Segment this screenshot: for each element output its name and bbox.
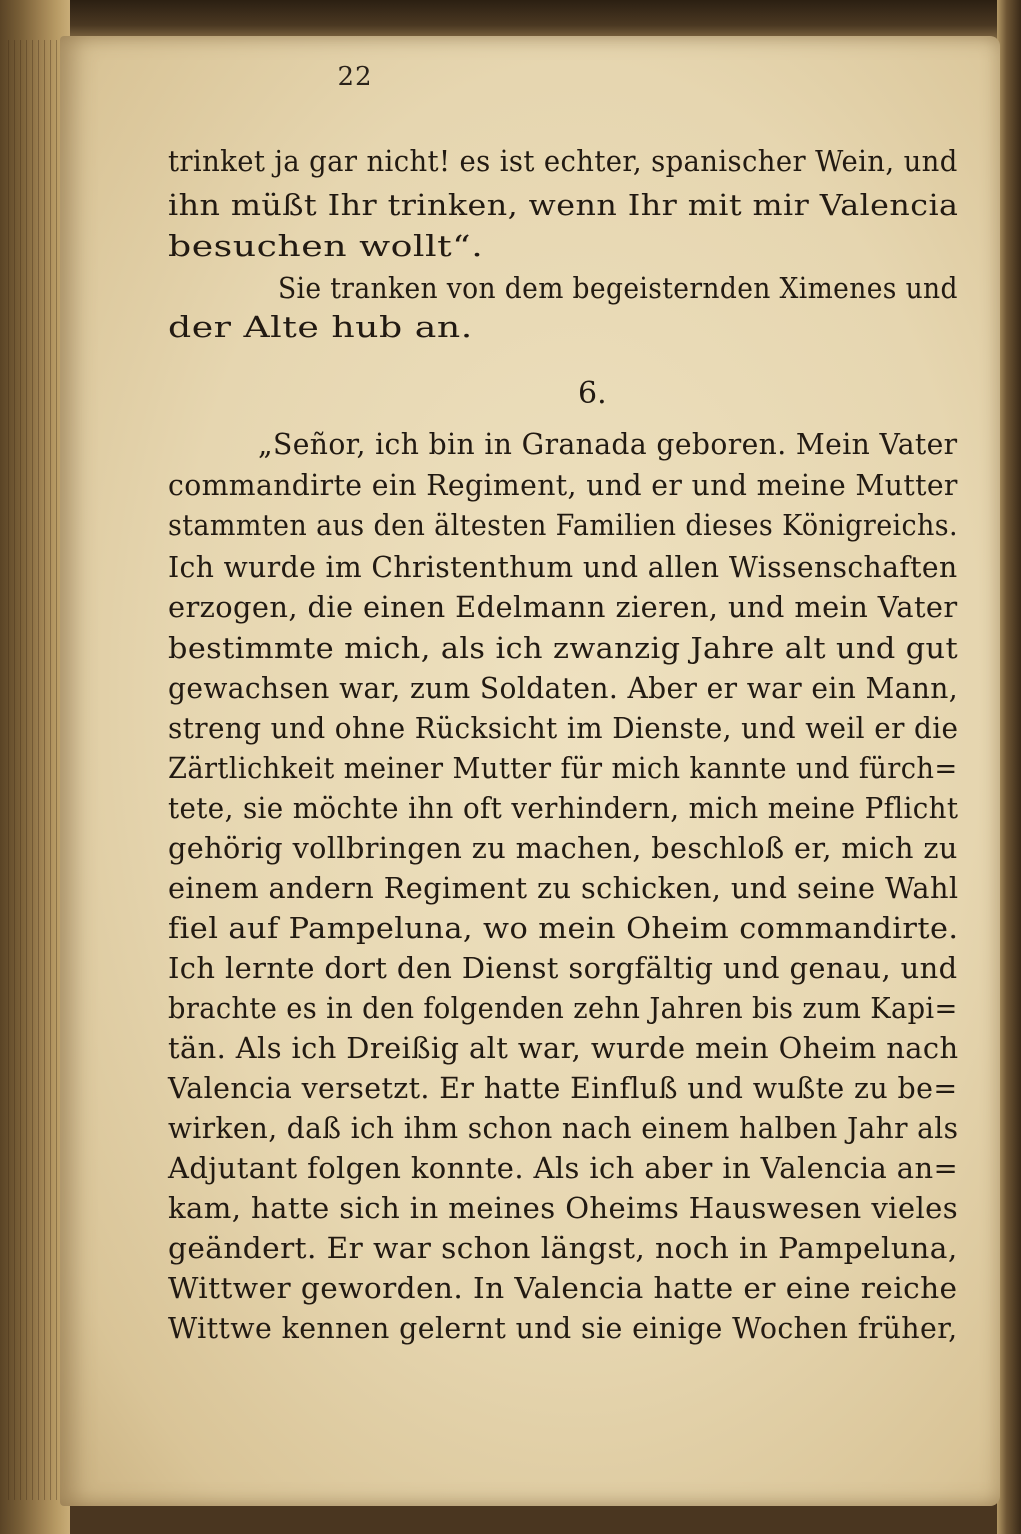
text-line: brachte es in den folgenden zehn Jahren bis zum Kapi= (168, 991, 958, 1025)
text-line: Sie tranken von dem begeisternden Ximenes und (278, 271, 958, 305)
text-line: fiel auf Pampeluna, wo mein Oheim commandirte. (168, 911, 959, 945)
text-line: Zärtlichkeit meiner Mutter für mich kannte und fürch= (168, 751, 958, 785)
page-number: 22 (337, 62, 373, 92)
text-line: gewachsen war, zum Soldaten. Aber er war ein Mann, (168, 671, 959, 705)
text-line: besuchen wollt“. (168, 229, 484, 263)
text-line: trinket ja gar nicht! es ist echter, spanischer Wein, und (168, 144, 958, 178)
text-line: Valencia versetzt. Er hatte Einfluß und wußte zu be= (168, 1071, 958, 1105)
text-line: geändert. Er war schon längst, noch in Pampeluna, (168, 1231, 958, 1265)
text-line: Adjutant folgen konnte. Als ich aber in Valencia an= (168, 1151, 959, 1185)
text-line: tän. Als ich Dreißig alt war, wurde mein Oheim nach (168, 1031, 959, 1065)
text-line: ihn müßt Ihr trinken, wenn Ihr mit mir Valencia (168, 188, 959, 222)
section-heading: 6. (578, 376, 607, 411)
text-line: commandirte ein Regiment, und er und meine Mutter (168, 468, 958, 502)
text-line: streng und ohne Rücksicht im Dienste, und weil er die (168, 711, 959, 745)
text-line: gehörig vollbringen zu machen, beschloß er, mich zu (168, 831, 958, 865)
book-right-edge (997, 0, 1021, 1534)
text-line: Wittwer geworden. In Valencia hatte er eine reiche (168, 1271, 958, 1305)
text-line: wirken, daß ich ihm schon nach einem halben Jahr als (168, 1111, 959, 1145)
text-line: der Alte hub an. (168, 310, 473, 344)
text-line: erzogen, die einen Edelmann zieren, und mein Vater (168, 590, 958, 624)
text-line: einem andern Regiment zu schicken, und seine Wahl (168, 871, 959, 905)
text-line: Ich lernte dort den Dienst sorgfältig und genau, und (168, 951, 958, 985)
text-line: Ich wurde im Christenthum und allen Wissenschaften (168, 550, 958, 584)
text-line: Wittwe kennen gelernt und sie einige Wochen früher, (168, 1311, 958, 1345)
text-line: bestimmte mich, als ich zwanzig Jahre alt und gut (168, 631, 959, 665)
page-stack-lines (8, 40, 58, 1500)
text-line: tete, sie möchte ihn oft verhindern, mich meine Pflicht (168, 791, 959, 825)
text-line: stammten aus den ältesten Familien dieses Königreichs. (168, 508, 958, 542)
text-line: kam, hatte sich in meines Oheims Hauswesen vieles (168, 1191, 959, 1225)
text-line: „Señor, ich bin in Granada geboren. Mein Vater (258, 427, 958, 461)
